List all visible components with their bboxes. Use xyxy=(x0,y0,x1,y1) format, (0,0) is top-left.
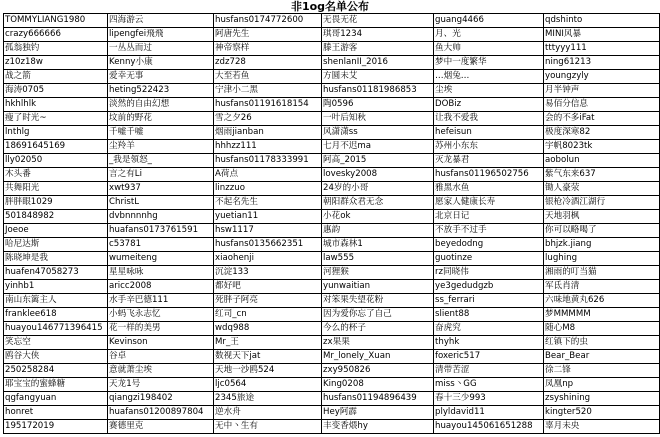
table-cell: lipengfei飛飛 xyxy=(108,28,214,42)
table-cell: huayou146771396415 xyxy=(4,322,108,336)
table-cell: 沉淀133 xyxy=(214,266,322,280)
table-cell: wdq988 xyxy=(214,322,322,336)
table-cell: slient88 xyxy=(434,308,544,322)
table-cell: 尘埃 xyxy=(434,84,544,98)
table-cell: crazy666666 xyxy=(4,28,108,42)
table-cell: rz同晓伟 xyxy=(434,266,544,280)
table-cell: hhhzz111 xyxy=(214,140,322,154)
table-row xyxy=(4,14,660,28)
table-row xyxy=(4,224,660,238)
table-cell: 海涛0705 xyxy=(4,84,108,98)
table-cell: 神帝察样 xyxy=(214,42,322,56)
table-cell: 滕王游客 xyxy=(322,42,434,56)
table-cell: 无中丶生有 xyxy=(214,420,322,434)
table-cell: 阿高_2015 xyxy=(322,154,434,168)
table-row xyxy=(4,336,660,350)
table-cell: TOMMYLIANG1980 xyxy=(4,14,108,28)
table-cell: 花一样的美男 xyxy=(108,322,214,336)
table-cell: …烟兔… xyxy=(434,70,544,84)
table-cell: 城市森林1 xyxy=(322,238,434,252)
table-cell: ChristL xyxy=(108,196,214,210)
table-cell: z10z18w xyxy=(4,56,108,70)
table-cell: 胖胖眼1029 xyxy=(4,196,108,210)
table-cell: 星星咏咏 xyxy=(108,266,214,280)
table-row xyxy=(4,112,660,126)
table-cell: 易佰分信息 xyxy=(544,98,660,112)
table-row xyxy=(4,154,660,168)
table-cell: 意就萧尘埃 xyxy=(108,364,214,378)
table-row xyxy=(4,364,660,378)
table-cell: 红司_cn xyxy=(214,308,322,322)
table-cell: 一丛丛而过 xyxy=(108,42,214,56)
table-cell: DOBiz xyxy=(434,98,544,112)
table-cell: 死胖子阿亮 xyxy=(214,294,322,308)
table-cell: xwt937 xyxy=(108,182,214,196)
table-cell: ljc0564 xyxy=(214,378,322,392)
table-row xyxy=(4,322,660,336)
table-cell: qiangzi198402 xyxy=(108,392,214,406)
table-cell: 红镇下的虫 xyxy=(544,336,660,350)
table-cell: bhjzk.jiang xyxy=(544,238,660,252)
table-cell: 湘雨的叮当猫 xyxy=(544,266,660,280)
table-row xyxy=(4,126,660,140)
table-cell: thyhk xyxy=(434,336,544,350)
table-cell: 鸥谷大侠 xyxy=(4,350,108,364)
table-cell: _我是領怒_ xyxy=(108,154,214,168)
table-row xyxy=(4,70,660,84)
table-cell: huafen47058273 xyxy=(4,266,108,280)
table-cell: 小蚂飞永志忆 xyxy=(108,308,214,322)
table-cell: lovesky2008 xyxy=(322,168,434,182)
table-cell: 紫气东来637 xyxy=(544,168,660,182)
table-cell: law555 xyxy=(322,252,434,266)
name-list-table xyxy=(3,13,660,434)
table-cell: 195172019 xyxy=(4,420,108,434)
table-cell: kingter520 xyxy=(544,406,660,420)
table-cell: Kevinson xyxy=(108,336,214,350)
table-cell: zdz728 xyxy=(214,56,322,70)
table-cell: 共舞阳光 xyxy=(4,182,108,196)
table-cell: 哈尼达斯 xyxy=(4,238,108,252)
table-cell: 春十三少993 xyxy=(434,392,544,406)
table-cell: hsw1117 xyxy=(214,224,322,238)
table-row xyxy=(4,210,660,224)
table-cell: 战之箭 xyxy=(4,70,108,84)
table-row xyxy=(4,140,660,154)
table-cell: huafans01200897804 xyxy=(108,406,214,420)
table-row xyxy=(4,406,660,420)
table-cell: husfans01178333991 xyxy=(214,154,322,168)
table-cell: franklee618 xyxy=(4,308,108,322)
table-cell: Hey阿霹 xyxy=(322,406,434,420)
table-cell: 笑忘空 xyxy=(4,336,108,350)
table-cell: beyedodng xyxy=(434,238,544,252)
table-cell: yinhb1 xyxy=(4,280,108,294)
table-cell: 因为爱你忘了自己 xyxy=(322,308,434,322)
table-cell: 鱼大帅 xyxy=(434,42,544,56)
table-row xyxy=(4,28,660,42)
table-cell: husfans0135662351 xyxy=(214,238,322,252)
table-cell: 惠韵 xyxy=(322,224,434,238)
table-cell: 18691645169 xyxy=(4,140,108,154)
table-cell: ye3gedudgzb xyxy=(434,280,544,294)
table-cell: tttyyy111 xyxy=(544,42,660,56)
table-cell: guang4466 xyxy=(434,14,544,28)
table-cell: qgfangyuan xyxy=(4,392,108,406)
table-cell: 千嘘千嘘 xyxy=(108,126,214,140)
table-cell: 风潇潇ss xyxy=(322,126,434,140)
table-cell: husfans01181986853 xyxy=(322,84,434,98)
table-cell: 言之有Li xyxy=(108,168,214,182)
table-cell: 朝阳群众君无念 xyxy=(322,196,434,210)
table-cell: lly02050 xyxy=(4,154,108,168)
table-cell: 逆水舟 xyxy=(214,406,322,420)
table-cell: aobolun xyxy=(544,154,660,168)
table-cell: 河狸猴 xyxy=(322,266,434,280)
table-cell: yuetian11 xyxy=(214,210,322,224)
table-row xyxy=(4,84,660,98)
table-cell: 一叶后知秋 xyxy=(322,112,434,126)
table-cell: 宁津小二黑 xyxy=(214,84,322,98)
table-cell: 极度深寒82 xyxy=(544,126,660,140)
table-cell: 数视天下jat xyxy=(214,350,322,364)
table-cell: A荷点 xyxy=(214,168,322,182)
table-cell: 不起名先生 xyxy=(214,196,322,210)
table-row xyxy=(4,280,660,294)
table-row xyxy=(4,378,660,392)
table-cell: 方圆未艾 xyxy=(322,70,434,84)
table-cell: 赛德里克 xyxy=(108,420,214,434)
table-cell: MINI风暴 xyxy=(544,28,660,42)
table-cell: hkhlhlk xyxy=(4,98,108,112)
table-cell: 都好吧 xyxy=(214,280,322,294)
table-cell: 月、光 xyxy=(434,28,544,42)
table-cell: 水手辛巴德111 xyxy=(108,294,214,308)
table-row xyxy=(4,266,660,280)
table-cell: qdshinto xyxy=(544,14,660,28)
table-cell: 谷卓 xyxy=(108,350,214,364)
table-cell: 琪哥1234 xyxy=(322,28,434,42)
table-cell: 灭龙暴君 xyxy=(434,154,544,168)
table-cell: 会的不多iFat xyxy=(544,112,660,126)
table-cell: 陶0596 xyxy=(322,98,434,112)
table-cell: huayou145061651288 xyxy=(434,420,544,434)
table-cell: 凤凰np xyxy=(544,378,660,392)
table-cell: 你可以略喝了 xyxy=(544,224,660,238)
table-cell: 北京日记 xyxy=(434,210,544,224)
table-row xyxy=(4,98,660,112)
table-cell: 瘦了时光~ xyxy=(4,112,108,126)
table-row xyxy=(4,168,660,182)
table-cell: wumeiteng xyxy=(108,252,214,266)
table-cell: 六味地黄丸626 xyxy=(544,294,660,308)
table-cell: 今么的杯子 xyxy=(322,322,434,336)
table-body xyxy=(4,14,660,434)
table-cell: zx果果 xyxy=(322,336,434,350)
table-cell: Bear_Bear xyxy=(544,350,660,364)
table-cell: 孤翁独钓 xyxy=(4,42,108,56)
table-row xyxy=(4,182,660,196)
table-cell: 木头番 xyxy=(4,168,108,182)
table-cell: foxeric517 xyxy=(434,350,544,364)
table-cell: xiaohenji xyxy=(214,252,322,266)
table-row xyxy=(4,294,660,308)
table-cell: 大至若鱼 xyxy=(214,70,322,84)
table-cell: lughing xyxy=(544,252,660,266)
table-cell: 七月不迟ma xyxy=(322,140,434,154)
table-row xyxy=(4,420,660,434)
table-cell: dvbnnnnhg xyxy=(108,210,214,224)
table-cell: 尘羚羊 xyxy=(108,140,214,154)
table-cell: 雪之夕26 xyxy=(214,112,322,126)
table-cell: 南山东篱主人 xyxy=(4,294,108,308)
table-cell: husfans01196502756 xyxy=(434,168,544,182)
table-cell: youngzyly xyxy=(544,70,660,84)
table-cell: 耶宝宝的蜜蜂糖 xyxy=(4,378,108,392)
table-cell: Mr_王 xyxy=(214,336,322,350)
table-cell: 奋虎究 xyxy=(434,322,544,336)
page-title: 非1og名单公布 xyxy=(290,0,370,13)
table-cell: c53781 xyxy=(108,238,214,252)
table-cell: 对笨果失望花粉 xyxy=(322,294,434,308)
table-cell: husfans01194896439 xyxy=(322,392,434,406)
table-cell: 清带苦涩 xyxy=(434,364,544,378)
table-cell: linzzuo xyxy=(214,182,322,196)
table-cell: husfans01191618154 xyxy=(214,98,322,112)
table-row xyxy=(4,350,660,364)
table-cell: 250258284 xyxy=(4,364,108,378)
table-cell: zsyshining xyxy=(544,392,660,406)
table-cell: Kenny小康 xyxy=(108,56,214,70)
table-cell: ss_ferrari xyxy=(434,294,544,308)
table-cell: 徐二锋 xyxy=(544,364,660,378)
table-cell: 阿唐先生 xyxy=(214,28,322,42)
table-cell: 军氐肖清 xyxy=(544,280,660,294)
table-cell: 不放手不过手 xyxy=(434,224,544,238)
table-cell: 愿家人健康长寿 xyxy=(434,196,544,210)
table-cell: Mr_lonely_Xuan xyxy=(322,350,434,364)
table-cell: zxy950826 xyxy=(322,364,434,378)
table-cell: 陈晓坤是我 xyxy=(4,252,108,266)
table-cell: heting522423 xyxy=(108,84,214,98)
table-cell: 丰变香煨hy xyxy=(322,420,434,434)
table-row xyxy=(4,308,660,322)
table-cell: yunwaitian xyxy=(322,280,434,294)
table-row xyxy=(4,42,660,56)
table-cell: ning61213 xyxy=(544,56,660,70)
table-cell: 天地一沙鸥524 xyxy=(214,364,322,378)
table-cell: 月半钟声 xyxy=(544,84,660,98)
table-cell: 宇帆8023tk xyxy=(544,140,660,154)
table-cell: 淡然的自由幻想 xyxy=(108,98,214,112)
table-cell: plyldavid11 xyxy=(434,406,544,420)
table-row xyxy=(4,252,660,266)
table-row xyxy=(4,238,660,252)
table-cell: honret xyxy=(4,406,108,420)
table-cell: guotinze xyxy=(434,252,544,266)
table-cell: 501848982 xyxy=(4,210,108,224)
table-cell: 24岁的小哥 xyxy=(322,182,434,196)
table-cell: miss丶GG xyxy=(434,378,544,392)
table-row xyxy=(4,392,660,406)
table-cell: 无畏无花 xyxy=(322,14,434,28)
table-cell: husfans0174772600 xyxy=(214,14,322,28)
table-row xyxy=(4,196,660,210)
table-cell: 银枪冷酒江湖行 xyxy=(544,196,660,210)
table-cell: 随心M8 xyxy=(544,322,660,336)
table-cell: lnthlg xyxy=(4,126,108,140)
table-cell: 烟雨jianban xyxy=(214,126,322,140)
table-cell: 天龙1号 xyxy=(108,378,214,392)
table-cell: 天地羽枫 xyxy=(544,210,660,224)
table-cell: 锄人豪荥 xyxy=(544,182,660,196)
table-cell: 苏州小东东 xyxy=(434,140,544,154)
table-cell: huafans0173761591 xyxy=(108,224,214,238)
table-cell: 爱幸无事 xyxy=(108,70,214,84)
table-cell: 辜月未央 xyxy=(544,420,660,434)
table-cell: shenlanII_2016 xyxy=(322,56,434,70)
table-cell: 让我不爱我 xyxy=(434,112,544,126)
table-cell: 梦MMMMM xyxy=(544,308,660,322)
table-cell: Joeoe xyxy=(4,224,108,238)
table-row xyxy=(4,56,660,70)
table-cell: 2345旅途 xyxy=(214,392,322,406)
table-cell: 坟前的野花 xyxy=(108,112,214,126)
table-cell: 四海游云 xyxy=(108,14,214,28)
table-cell: hefeisun xyxy=(434,126,544,140)
table-cell: 梦中一度繁华 xyxy=(434,56,544,70)
table-cell: 雅黑水鱼 xyxy=(434,182,544,196)
table-cell: aricc2008 xyxy=(108,280,214,294)
table-cell: King0208 xyxy=(322,378,434,392)
table-cell: 小花ok xyxy=(322,210,434,224)
